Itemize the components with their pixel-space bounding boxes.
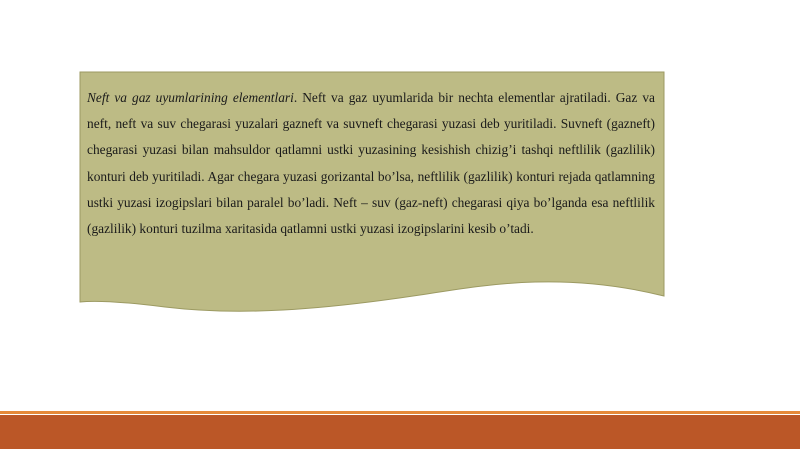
footer-accent-line [0,411,800,414]
document-text [87,85,655,242]
document-body: . Neft va gaz uyumlarida bir nechta elementlar ajratiladi. Gaz va neft, neft va suv chegarasi yuzalari gazneft va suvneft chegarasi yuzasi deb yuritiladi. Suvneft (gazneft) chegarasi yuzasi bilan mahsuldor qatlamni ustki yuzasining kesishish chizig’i tashqi neftlilik (gazlilik) konturi deb yuritiladi. Agar chegara yuzasi gorizantal bo’lsa, neftlilik (gazlilik) konturi rejada qatlamning ustki yuzasi izogipslari bilan paralel bo’ladi. Neft – suv (gaz-neft) chegarasi qiya bo’lganda esa neftlilik (gazlilik) konturi tuzilma xaritasida qatlamni ustki yuzasi izogipslarini kesib o’tadi. [87,90,655,237]
lead-term: Neft va gaz uyumlarining elementlari [87,90,294,105]
footer-bar [0,415,800,449]
